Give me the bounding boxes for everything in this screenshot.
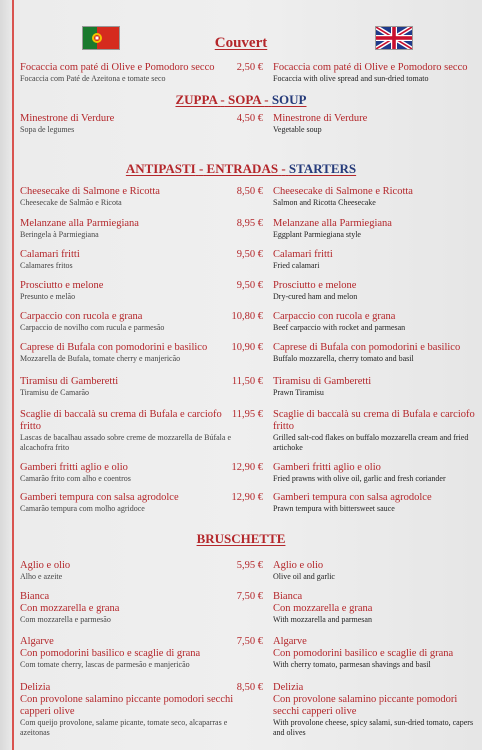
item-name-it: Algarve — [20, 636, 54, 647]
starter-item-en — [273, 462, 478, 484]
item-description-pt: Camarão tempura com molho agridoce — [20, 504, 145, 513]
item-description-en: With mozzarella and parmesan — [273, 615, 372, 624]
item-description-pt: Com mozzarella e parmesão — [20, 615, 111, 624]
item-description-it: Con mozzarella e grana — [20, 603, 120, 614]
item-name-it: Bianca — [20, 591, 50, 602]
item-price: 10,90 € — [231, 342, 263, 353]
section-title-couvert: Couvert — [214, 35, 268, 51]
starter-item-en — [273, 376, 478, 398]
item-description-pt: Mozzarella de Bufala, tomate cherry e manjericão — [20, 354, 181, 363]
item-name-it: Tiramisu di Gamberetti — [20, 376, 119, 387]
item-name-it: Aglio e olio — [20, 560, 71, 571]
item-name-it-en: Minestrone di Verdure — [273, 113, 368, 124]
item-description-en: Olive oil and garlic — [273, 572, 335, 581]
item-name-it-en: Gamberi tempura con salsa agrodolce — [273, 492, 432, 503]
bruschetta-item-en — [273, 682, 478, 738]
item-name-it: Gamberi fritti aglio e olio — [20, 462, 128, 473]
item-description-pt: Com tomate cherry, lascas de parmesão e manjericão — [20, 660, 190, 669]
item-description-en: Beef carpaccio with rocket and parmesan — [273, 323, 406, 332]
starter-item-en — [273, 218, 478, 240]
bruschetta-item-en — [273, 560, 478, 582]
item-price: 8,50 € — [236, 682, 263, 693]
item-name-it-en: Calamari fritti — [273, 249, 333, 260]
item-description-pt: Carpaccio de novilho com rucula e parmesão — [20, 323, 165, 332]
item-description-en: Fried calamari — [273, 261, 320, 270]
item-price: 7,50 € — [236, 636, 263, 647]
item-description-pt: Focaccia com Paté de Azeitona e tomate seco — [20, 74, 166, 83]
item-description-en: Eggplant Parmiegiana style — [273, 230, 361, 239]
item-description-en: Prawn Tiramisu — [273, 388, 324, 397]
item-description-en: Focaccia with olive spread and sun-dried tomato — [273, 74, 429, 83]
item-price: 7,50 € — [236, 591, 263, 602]
item-name-it-en: Melanzane alla Parmiegiana — [273, 218, 392, 229]
item-description-en: Prawn tempura with bittersweet sauce — [273, 504, 395, 513]
starter-item-en — [273, 280, 478, 302]
item-price: 4,50 € — [236, 113, 263, 124]
item-name-it: Cheesecake di Salmone e Ricotta — [20, 186, 160, 197]
item-name-it: Melanzane alla Parmiegiana — [20, 218, 139, 229]
item-name-it: Caprese di Bufala con pomodorini e basilico — [20, 342, 208, 353]
starter-item-en — [273, 186, 478, 208]
item-description-pt: Sopa de legumes — [20, 125, 75, 134]
item-name-it-en: Scaglie di baccalà su crema di Bufala e carciofo fritto — [273, 409, 475, 432]
item-price: 9,50 € — [236, 249, 263, 260]
item-name-it: Minestrone di Verdure — [20, 113, 115, 124]
item-price: 12,90 € — [231, 462, 263, 473]
item-description-en: With provolone cheese, spicy salami, sun-dried tomato, capers and olives — [273, 718, 474, 737]
item-name-it: Prosciutto e melone — [20, 280, 104, 291]
starter-item-en — [273, 492, 478, 514]
soup-item-en — [273, 113, 478, 135]
item-name-it: Carpaccio con rucola e grana — [20, 311, 143, 322]
item-description-pt: Presunto e melão — [20, 292, 76, 301]
item-description-pt: Beringela à Parmiegiana — [20, 230, 99, 239]
item-price: 10,80 € — [231, 311, 263, 322]
starter-item-en — [273, 342, 478, 364]
item-description-pt: Cheesecake de Salmão e Ricota — [20, 198, 122, 207]
item-description-pt: Com queijo provolone, salame picante, tomate seco, alcaparras e azeitonas — [20, 718, 228, 737]
section-title-starters: ANTIPASTI - ENTRADAS - STARTERS — [125, 161, 357, 176]
item-price: 12,90 € — [231, 492, 263, 503]
item-price: 11,95 € — [231, 409, 263, 420]
bruschetta-item-en — [273, 636, 478, 670]
starter-item-en — [273, 409, 478, 453]
item-name-it: Delizia — [20, 682, 51, 693]
item-name-it-en: Tiramisu di Gamberetti — [273, 376, 372, 387]
item-description-en: Vegetable soup — [273, 125, 322, 134]
item-description-en: With cherry tomato, parmesan shavings and basil — [273, 660, 431, 669]
item-description-pt: Lascas de bacalhau assado sobre creme de mozzarella de Búfala e alcachofra frito — [20, 433, 231, 452]
margin-line — [12, 0, 14, 750]
item-price: 9,50 € — [236, 280, 263, 291]
item-description-it-en: Con provolone salamino piccante pomodori secchi capperi olive — [273, 694, 458, 717]
item-price: 8,50 € — [236, 186, 263, 197]
item-name-it: Gamberi tempura con salsa agrodolce — [20, 492, 179, 503]
item-name-it-en: Cheesecake di Salmone e Ricotta — [273, 186, 413, 197]
item-name-it-en: Caprese di Bufala con pomodorini e basilico — [273, 342, 461, 353]
item-description-it-en: Con mozzarella e grana — [273, 603, 373, 614]
starter-item-en — [273, 249, 478, 271]
item-description-pt: Tiramisu de Camarão — [20, 388, 90, 397]
item-description-en: Fried prawns with olive oil, garlic and fresh coriander — [273, 474, 446, 483]
item-name-it: Scaglie di baccalà su crema di Bufala e carciofo fritto — [20, 409, 222, 432]
item-description-pt: Camarão frito com alho e coentros — [20, 474, 131, 483]
item-name-it-en: Focaccia com paté di Olive e Pomodoro secco — [273, 62, 468, 73]
bruschetta-item-en — [273, 591, 478, 625]
item-name-it-en: Delizia — [273, 682, 304, 693]
item-description-pt: Calamares fritos — [20, 261, 73, 270]
item-price: 2,50 € — [236, 62, 263, 73]
couvert-item-en — [273, 62, 478, 84]
item-name-it: Calamari fritti — [20, 249, 80, 260]
item-description-en: Salmon and Ricotta Cheesecake — [273, 198, 376, 207]
item-description-it: Con provolone salamino piccante pomodori secchi capperi olive — [20, 694, 234, 717]
item-name-it-en: Algarve — [273, 636, 307, 647]
item-name-it-en: Bianca — [273, 591, 303, 602]
item-description-en: Dry-cured ham and melon — [273, 292, 358, 301]
item-name-it-en: Aglio e olio — [273, 560, 324, 571]
item-price: 11,50 € — [231, 376, 263, 387]
item-name-it-en: Gamberi fritti aglio e olio — [273, 462, 381, 473]
item-description-it: Con pomodorini basilico e scaglie di grana — [20, 648, 201, 659]
item-description-en: Buffalo mozzarella, cherry tomato and basil — [273, 354, 414, 363]
item-name-it: Focaccia com paté di Olive e Pomodoro secco — [20, 62, 215, 73]
section-title-soup: ZUPPA - SOPA - SOUP — [175, 92, 307, 107]
starter-item-en — [273, 311, 478, 333]
item-description-pt: Alho e azeite — [20, 572, 63, 581]
item-price: 5,95 € — [236, 560, 263, 571]
section-title-bruschette: BRUSCHETTE — [196, 531, 286, 546]
item-name-it-en: Prosciutto e melone — [273, 280, 357, 291]
item-price: 8,95 € — [236, 218, 263, 229]
item-name-it-en: Carpaccio con rucola e grana — [273, 311, 396, 322]
item-description-it-en: Con pomodorini basilico e scaglie di grana — [273, 648, 454, 659]
item-description-en: Grilled salt-cod flakes on buffalo mozzarella cream and fried artichoke — [273, 433, 469, 452]
